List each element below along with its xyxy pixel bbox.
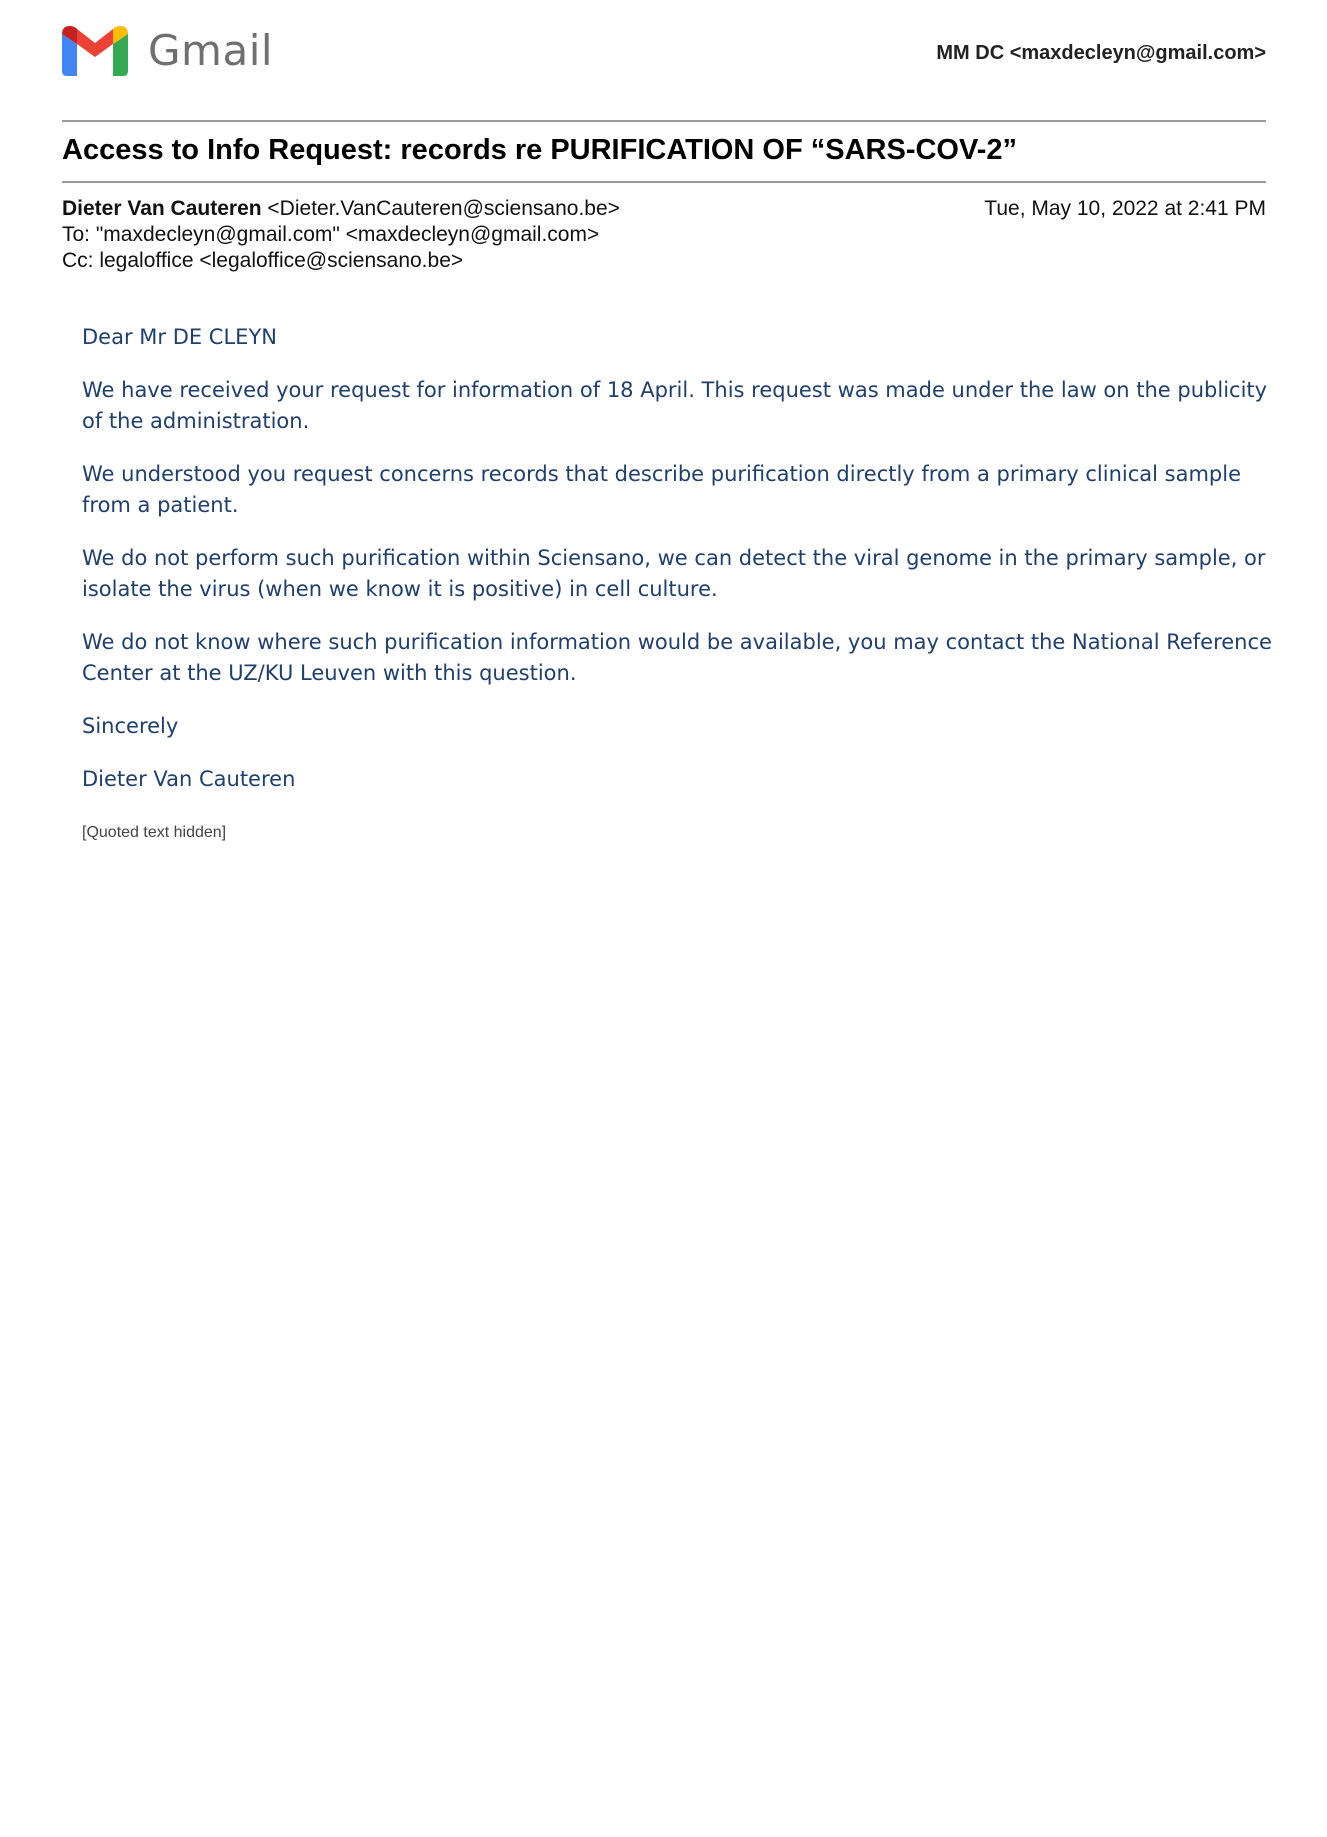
- email-meta: [62, 196, 1266, 274]
- quoted-text-hidden: [Quoted text hidden]: [82, 824, 227, 841]
- body-paragraph: We do not perform such purification within Sciensano, we can detect the viral genome in the primary sample, or isolate the virus (when we know it is positive) in cell culture.: [82, 546, 1266, 601]
- gmail-wordmark: Gmail: [148, 26, 274, 75]
- header: [62, 26, 1266, 82]
- body-paragraph: We have received your request for information of 18 April. This request was made under the law on the publicity of the administration.: [82, 378, 1268, 433]
- cc-line: Cc: legaloffice <legaloffice@sciensano.be>: [62, 249, 464, 272]
- body-paragraph: Dear Mr DE CLEYN: [82, 325, 277, 349]
- sender-email: <Dieter.VanCauteren@sciensano.be>: [267, 197, 620, 220]
- to-line: To: "maxdecleyn@gmail.com" <maxdecleyn@gmail.com>: [62, 223, 600, 246]
- divider-subject: [62, 181, 1266, 183]
- account-email: MM DC <maxdecleyn@gmail.com>: [936, 42, 1266, 64]
- email-subject: Access to Info Request: records re PURIFICATION OF “SARS-COV-2”: [62, 134, 1018, 166]
- gmail-m-icon: [62, 26, 128, 76]
- gmail-logo: [62, 26, 273, 76]
- body-signature: Dieter Van Cauteren: [82, 767, 296, 791]
- divider-top: [62, 120, 1266, 122]
- body-paragraph: We do not know where such purification information would be available, you may contact the National Reference Center at the UZ/KU Leuven with this question.: [82, 630, 1272, 685]
- body-closing: Sincerely: [82, 714, 179, 738]
- email-body: [82, 322, 1272, 817]
- sent-date: Tue, May 10, 2022 at 2:41 PM: [984, 197, 1266, 220]
- body-paragraph: We understood you request concerns records that describe purification directly from a primary clinical sample from a patient.: [82, 462, 1241, 517]
- sender-name: Dieter Van Cauteren: [62, 197, 262, 220]
